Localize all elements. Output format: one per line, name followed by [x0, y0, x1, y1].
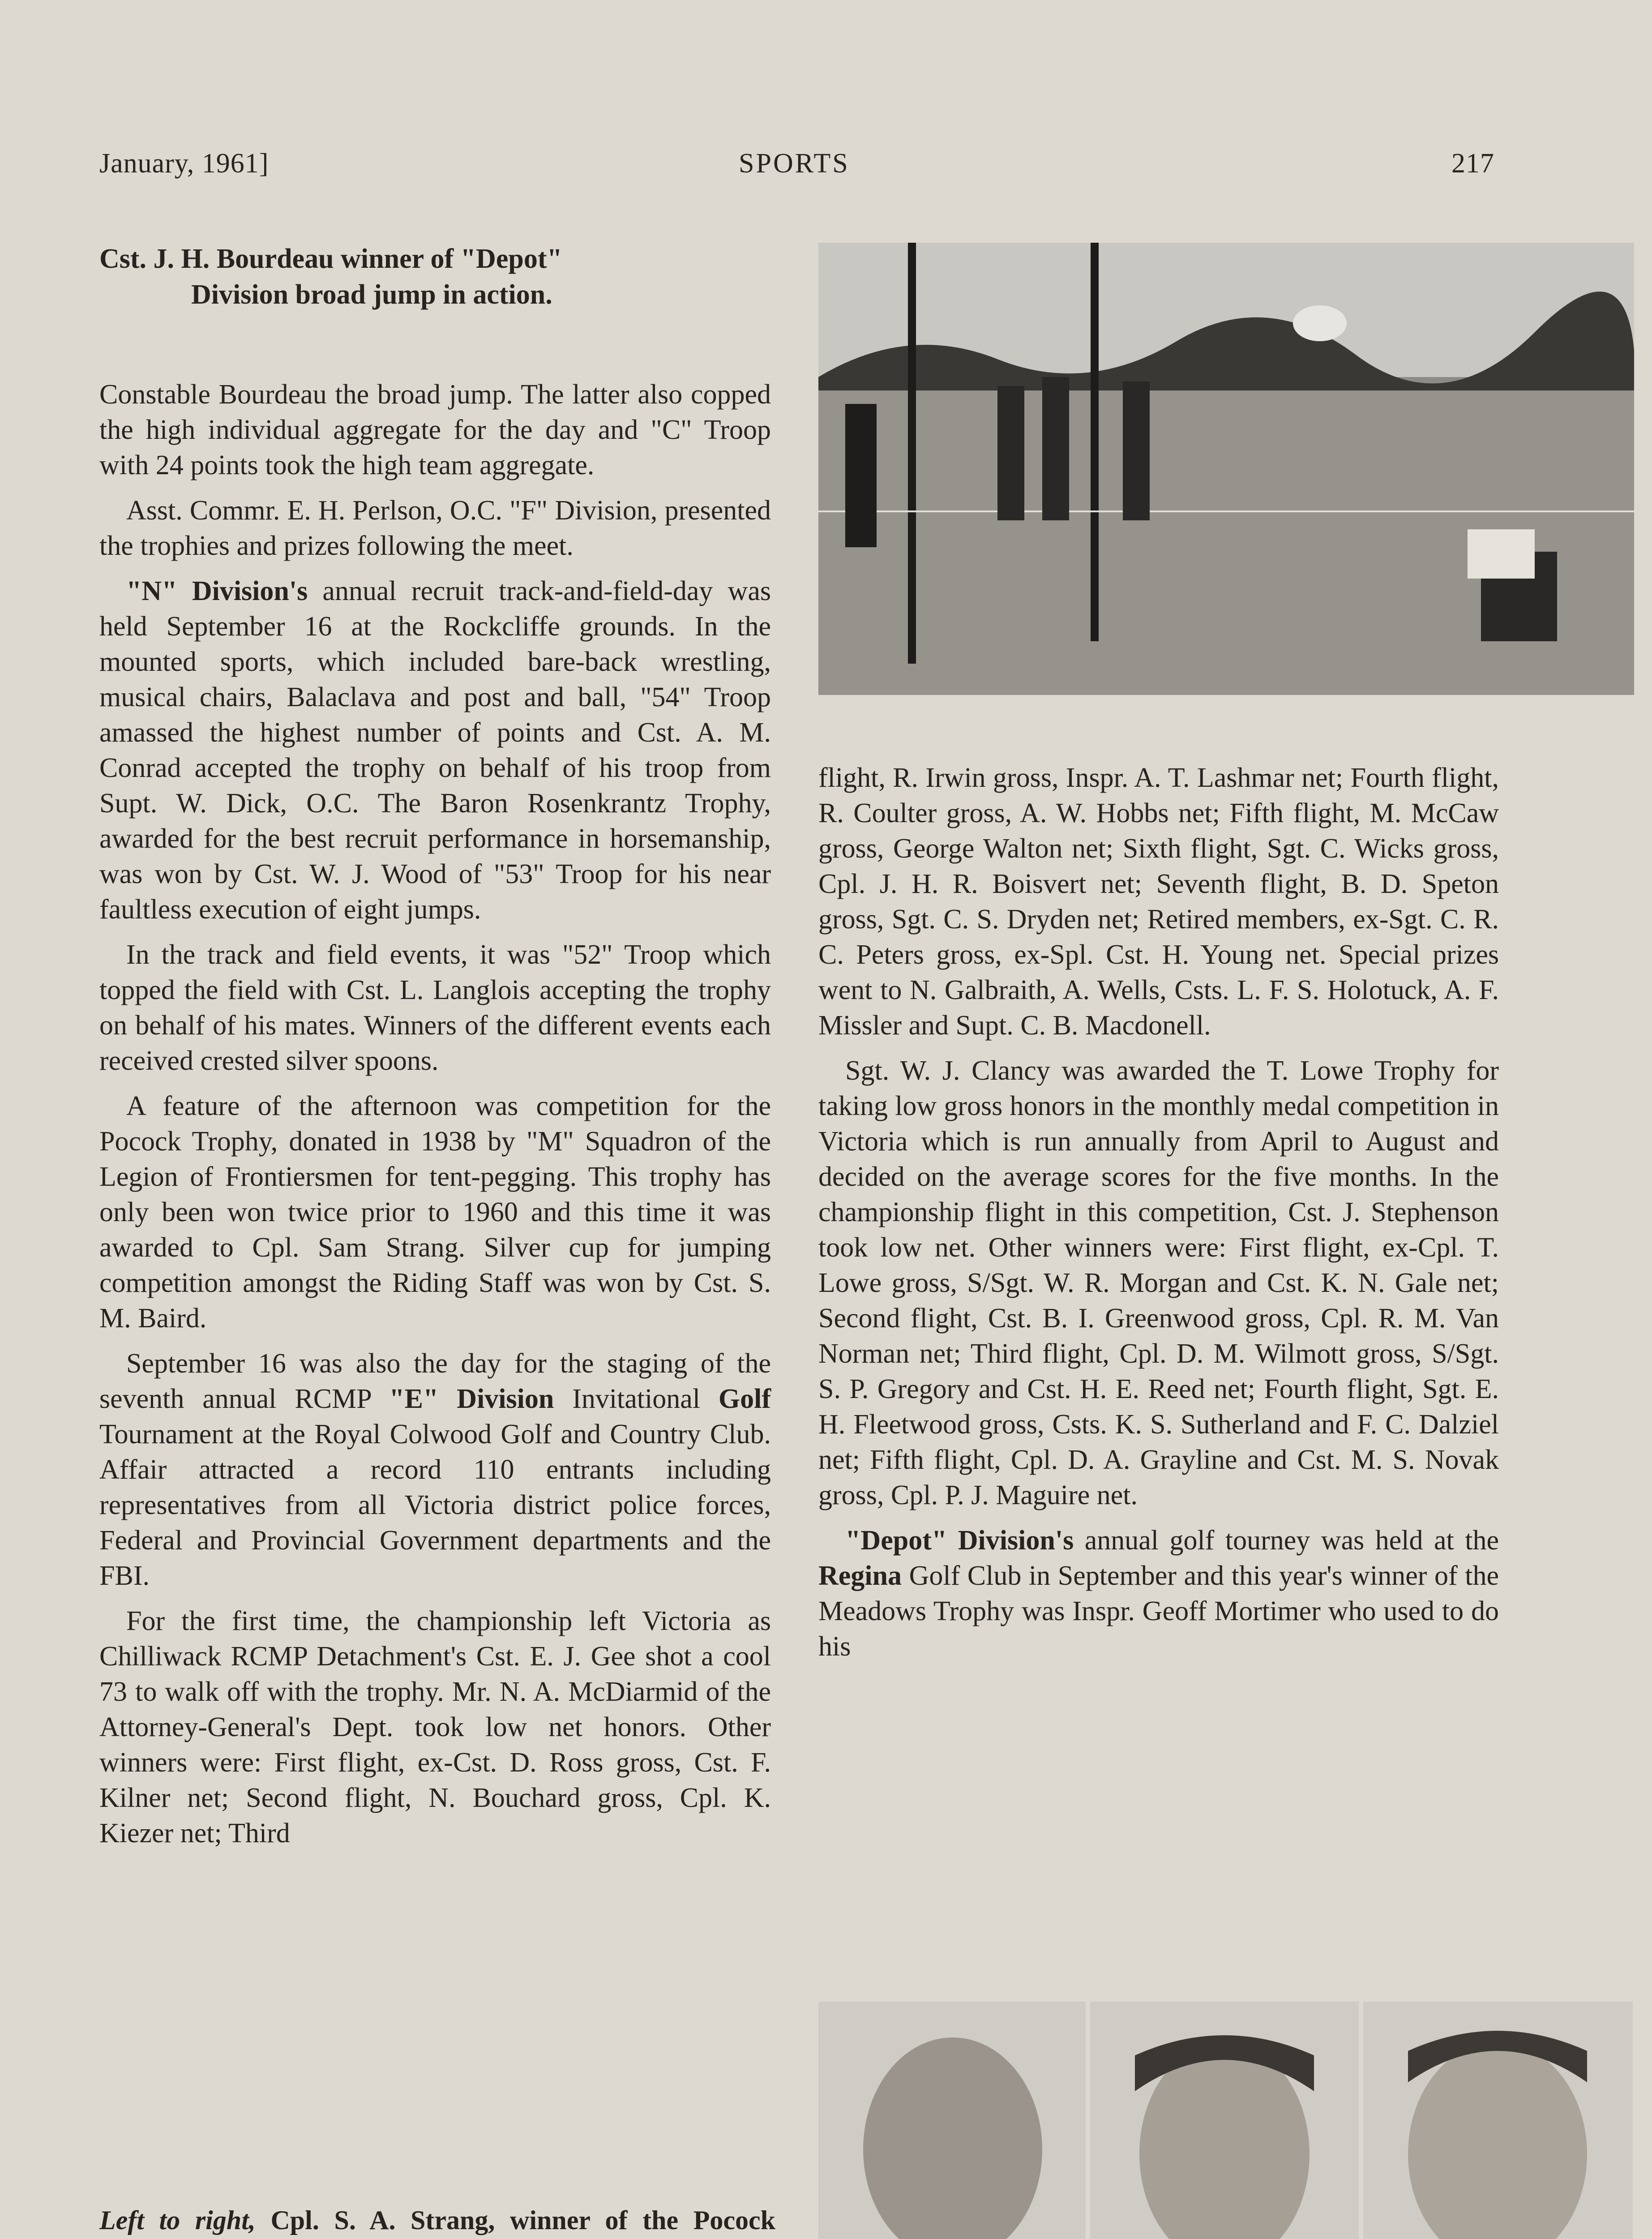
paragraph-bourdeau: Constable Bourdeau the broad jump. The latter also copped the high individual aggregate for the day and "C" Troop with 24 points took the high team aggregate. [99, 379, 771, 480]
paragraph-flights: flight, R. Irwin gross, Inspr. A. T. Lashmar net; Fourth flight, R. Coulter gross, A. W. Hobbs net; Fifth flight, M. McCaw gross, George Walton net; Sixth flight, Sgt. C. Wicks gross, Cpl. J. H. R. Boisvert net; Seventh flight, B. D. Speton gross, Sgt. C. S. Dryden net; Retired members, ex-Sgt. C. R. C. Peters gross, ex-Spl. Cst. H. Young net. Special prizes went to N. Galbraith, A. Wells, Csts. L. F. S. Holotuck, A. F. Missler and Supt. C. B. Macdonell. [818, 763, 1499, 1041]
portraits-caption [99, 2203, 775, 2239]
n-division-text: annual recruit track-and-field-day was held September 16 at the Rockcliffe grounds. In the mounted sports, which included bare-back wrestling, musical chairs, Balaclava and post and ball, "54" Troop amassed the highest number of points and Cst. A. M. Conrad accepted the trophy on behalf of his troop from Supt. W. Dick, O.C. The Baron Rosenkrantz Trophy, awarded for the best recruit performance in horsemanship, was won by Cst. W. J. Wood of "53" Troop for his near faultless execution of eight jumps. [99, 576, 771, 925]
portrait-wood [1090, 2002, 1359, 2239]
section-title: SPORTS [739, 148, 850, 179]
portrait-strang [818, 2002, 1086, 2239]
right-column [818, 760, 1499, 1674]
depot-text-c: Golf Club in September and this year's winner of the Meadows Trophy was Inspr. Geoff Mortimer who used to do his [818, 1561, 1499, 1662]
paragraph-clancy: Sgt. W. J. Clancy was awarded the T. Lowe Trophy for taking low gross honors in the monthly medal competition in Victoria which is run annually from April to August and decided on the average scores for the five months. In the championship flight in this competition, Cst. J. Stephenson took low net. Other winners were: First flight, ex-Cpl. T. Lowe gross, S/Sgt. W. R. Morgan and Cst. K. N. Gale net; Second flight, Cst. B. I. Greenwood gross, Cpl. R. M. Van Norman net; Third flight, Cpl. D. M. Wilmott gross, S/Sgt. S. P. Gregory and Cst. H. E. Reed net; Fourth flight, Sgt. E. H. Fleetwood gross, Csts. K. S. Sutherland and F. C. Dalziel net; Fifth flight, Cpl. D. A. Grayline and Cst. M. S. Novak gross, Cpl. P. J. Maguire net. [818, 1055, 1499, 1510]
depot-text-a: annual golf tourney was held at the [1074, 1525, 1499, 1556]
paragraph-depot-golf [818, 1523, 1499, 1664]
regina-bold: Regina [818, 1561, 902, 1591]
issue-date: January, 1961] [99, 148, 269, 179]
paragraph-track-field: In the track and field events, it was "52" Troop which topped the field with Cst. L. Langlois accepting the trophy on behalf of his mates. Winners of the different events each received crested silver spoons. [99, 939, 771, 1076]
portraits-caption-text: Cpl. S. A. Strang, winner of the Pocock [270, 2205, 775, 2235]
caption-line-1: Cst. J. H. Bourdeau winner of "Depot" [99, 244, 562, 274]
portraits-caption-lead: Left to right, [99, 2205, 256, 2235]
page-number: 217 [1451, 148, 1494, 179]
golf-bold: Golf [718, 1384, 771, 1414]
depot-division-bold: "Depot" Division's [845, 1525, 1074, 1556]
left-column [99, 377, 771, 1861]
paragraph-championship: For the first time, the championship left Victoria as Chilliwack RCMP Detachment's Cst. E. J. Gee shot a cool 73 to walk off with the trophy. Mr. N. A. McDiarmid of the Attorney-General's Dept. took low net honors. Other winners were: First flight, ex-Cst. D. Ross gross, Cst. F. Kilner net; Second flight, N. Bouchard gross, Cpl. K. Kiezer net; Third [99, 1606, 771, 1849]
golf-text-c: Invitational [554, 1384, 719, 1414]
n-division-lead: "N" Division's [126, 576, 308, 606]
e-division-bold: "E" Division [389, 1384, 554, 1414]
paragraph-n-division [99, 574, 771, 927]
broad-jump-caption [99, 241, 780, 313]
broad-jump-photo [818, 243, 1634, 695]
paragraph-golf-tournament [99, 1346, 771, 1594]
portrait-conrad [1363, 2002, 1633, 2239]
paragraph-pocock: A feature of the afternoon was competition for the Pocock Trophy, donated in 1938 by "M" Squadron of the Legion of Frontiersmen for tent-pegging. This trophy has only been won twice prior to 1960 and this time it was awarded to Cpl. Sam Strang. Silver cup for jumping competition amongst the Riding Staff was won by Cst. S. M. Baird. [99, 1091, 771, 1334]
golf-text-a: September 16 was also the day for the staging of the seventh annual RCMP [99, 1348, 771, 1414]
golf-text-d: Tournament at the Royal Colwood Golf and Country Club. Affair attracted a record 110 entrants including representatives from all Victoria district police forces, Federal and Provincial Government departments and the FBI. [99, 1419, 771, 1591]
paragraph-perlson: Asst. Commr. E. H. Perlson, O.C. "F" Division, presented the trophies and prizes following the meet. [99, 495, 771, 561]
caption-line-2: Division broad jump in action. [191, 279, 552, 310]
